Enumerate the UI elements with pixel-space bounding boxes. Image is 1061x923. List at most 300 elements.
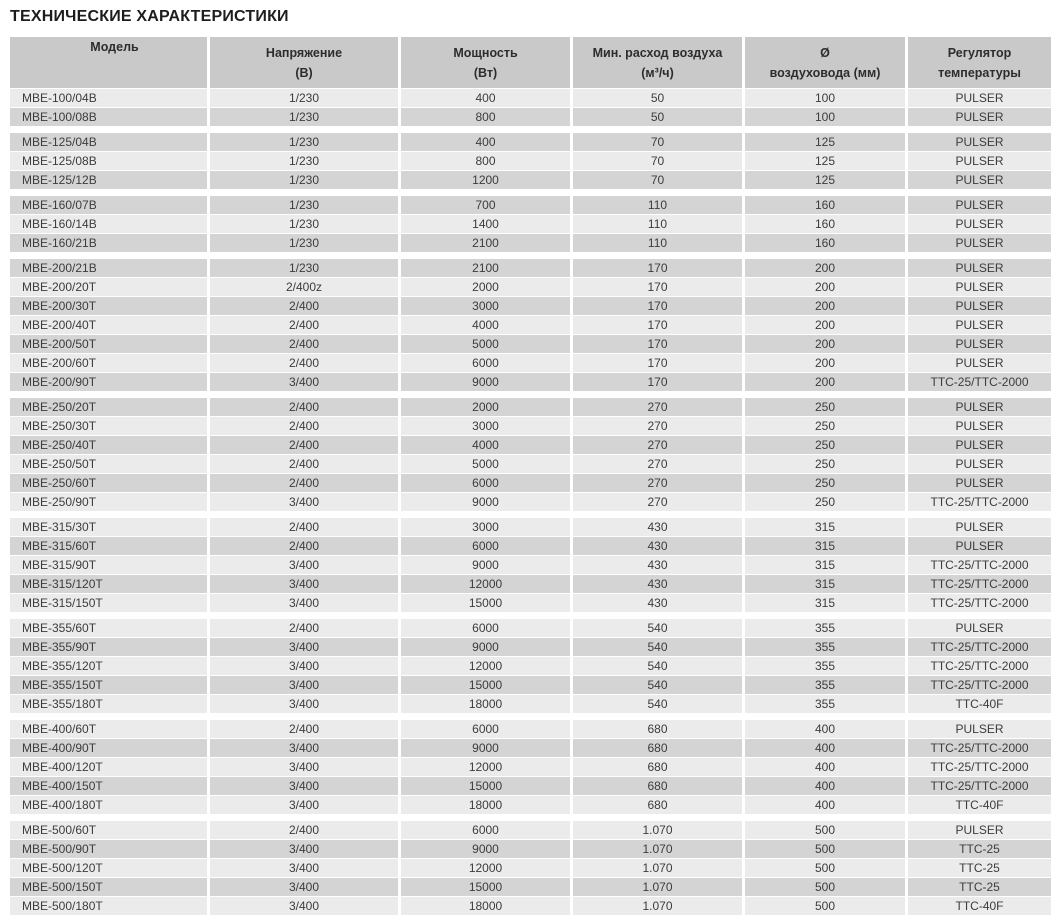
table-row xyxy=(10,556,1051,574)
cell-voltage: 1/230 xyxy=(210,215,398,233)
cell-min_airflow: 70 xyxy=(573,171,742,189)
cell-power: 6000 xyxy=(401,619,570,637)
header-temp-regulator-line2: температуры xyxy=(938,65,1021,80)
cell-duct_diameter: 400 xyxy=(745,777,905,795)
cell-power: 15000 xyxy=(401,777,570,795)
cell-duct_diameter: 125 xyxy=(745,133,905,151)
cell-model: MBE-160/14B xyxy=(10,215,207,233)
cell-temp_regulator: TTC-25/TTC-2000 xyxy=(908,777,1051,795)
cell-power: 2000 xyxy=(401,398,570,416)
table-row xyxy=(10,777,1051,795)
cell-power: 12000 xyxy=(401,657,570,675)
cell-temp_regulator: PULSER xyxy=(908,354,1051,372)
header-model-line1: Модель xyxy=(90,40,139,54)
cell-voltage: 2/400 xyxy=(210,619,398,637)
table-row xyxy=(10,171,1051,189)
spec-table xyxy=(10,37,1051,915)
cell-model: MBE-400/90T xyxy=(10,739,207,757)
cell-power: 4000 xyxy=(401,316,570,334)
cell-power: 9000 xyxy=(401,556,570,574)
cell-duct_diameter: 355 xyxy=(745,619,905,637)
cell-duct_diameter: 355 xyxy=(745,638,905,656)
cell-model: MBE-500/120T xyxy=(10,859,207,877)
cell-model: MBE-125/08B xyxy=(10,152,207,170)
cell-duct_diameter: 500 xyxy=(745,821,905,839)
table-row xyxy=(10,474,1051,492)
cell-min_airflow: 270 xyxy=(573,493,742,511)
cell-power: 800 xyxy=(401,152,570,170)
header-power xyxy=(401,37,570,88)
cell-power: 15000 xyxy=(401,594,570,612)
cell-temp_regulator: TTC-25/TTC-2000 xyxy=(908,493,1051,511)
cell-temp_regulator: PULSER xyxy=(908,455,1051,473)
cell-min_airflow: 110 xyxy=(573,196,742,214)
cell-temp_regulator: PULSER xyxy=(908,215,1051,233)
cell-power: 12000 xyxy=(401,758,570,776)
cell-duct_diameter: 400 xyxy=(745,796,905,814)
cell-model: MBE-400/120T xyxy=(10,758,207,776)
row-group xyxy=(10,133,1051,189)
cell-min_airflow: 430 xyxy=(573,537,742,555)
cell-model: MBE-500/150T xyxy=(10,878,207,896)
cell-duct_diameter: 500 xyxy=(745,897,905,915)
cell-duct_diameter: 355 xyxy=(745,657,905,675)
cell-voltage: 3/400 xyxy=(210,676,398,694)
cell-duct_diameter: 250 xyxy=(745,455,905,473)
table-row xyxy=(10,297,1051,315)
cell-voltage: 3/400 xyxy=(210,878,398,896)
row-group xyxy=(10,89,1051,126)
cell-model: MBE-315/60T xyxy=(10,537,207,555)
cell-duct_diameter: 315 xyxy=(745,556,905,574)
cell-temp_regulator: PULSER xyxy=(908,171,1051,189)
cell-min_airflow: 1.070 xyxy=(573,897,742,915)
cell-temp_regulator: TTC-25/TTC-2000 xyxy=(908,657,1051,675)
table-row xyxy=(10,638,1051,656)
cell-duct_diameter: 355 xyxy=(745,676,905,694)
cell-model: MBE-200/40T xyxy=(10,316,207,334)
cell-voltage: 2/400 xyxy=(210,417,398,435)
cell-power: 1400 xyxy=(401,215,570,233)
cell-voltage: 3/400 xyxy=(210,840,398,858)
cell-model: MBE-160/21B xyxy=(10,234,207,252)
cell-voltage: 1/230 xyxy=(210,171,398,189)
cell-power: 12000 xyxy=(401,859,570,877)
cell-voltage: 3/400 xyxy=(210,373,398,391)
cell-temp_regulator: PULSER xyxy=(908,537,1051,555)
cell-power: 3000 xyxy=(401,297,570,315)
cell-model: MBE-200/50T xyxy=(10,335,207,353)
cell-voltage: 2/400 xyxy=(210,455,398,473)
cell-temp_regulator: PULSER xyxy=(908,196,1051,214)
cell-temp_regulator: TTC-40F xyxy=(908,796,1051,814)
cell-power: 9000 xyxy=(401,373,570,391)
table-row xyxy=(10,278,1051,296)
cell-voltage: 3/400 xyxy=(210,638,398,656)
cell-model: MBE-100/08B xyxy=(10,108,207,126)
cell-duct_diameter: 200 xyxy=(745,297,905,315)
cell-min_airflow: 270 xyxy=(573,417,742,435)
cell-min_airflow: 680 xyxy=(573,720,742,738)
cell-min_airflow: 540 xyxy=(573,657,742,675)
cell-power: 6000 xyxy=(401,821,570,839)
cell-min_airflow: 110 xyxy=(573,234,742,252)
cell-model: MBE-400/150T xyxy=(10,777,207,795)
table-row xyxy=(10,234,1051,252)
cell-model: MBE-500/90T xyxy=(10,840,207,858)
cell-duct_diameter: 200 xyxy=(745,259,905,277)
cell-temp_regulator: PULSER xyxy=(908,259,1051,277)
cell-voltage: 2/400 xyxy=(210,297,398,315)
cell-min_airflow: 170 xyxy=(573,354,742,372)
cell-duct_diameter: 500 xyxy=(745,878,905,896)
cell-min_airflow: 680 xyxy=(573,739,742,757)
header-voltage-line1: Напряжение xyxy=(265,45,343,60)
table-row xyxy=(10,196,1051,214)
row-group xyxy=(10,720,1051,814)
cell-duct_diameter: 315 xyxy=(745,537,905,555)
cell-voltage: 1/230 xyxy=(210,108,398,126)
cell-power: 15000 xyxy=(401,676,570,694)
cell-model: MBE-250/50T xyxy=(10,455,207,473)
row-group xyxy=(10,398,1051,511)
cell-model: MBE-315/90T xyxy=(10,556,207,574)
cell-model: MBE-315/120T xyxy=(10,575,207,593)
cell-voltage: 1/230 xyxy=(210,234,398,252)
cell-power: 9000 xyxy=(401,493,570,511)
cell-temp_regulator: PULSER xyxy=(908,108,1051,126)
cell-temp_regulator: TTC-25/TTC-2000 xyxy=(908,739,1051,757)
cell-duct_diameter: 315 xyxy=(745,594,905,612)
cell-voltage: 3/400 xyxy=(210,777,398,795)
cell-temp_regulator: PULSER xyxy=(908,335,1051,353)
cell-duct_diameter: 500 xyxy=(745,840,905,858)
table-header-row xyxy=(10,37,1051,88)
cell-min_airflow: 1.070 xyxy=(573,859,742,877)
cell-temp_regulator: TTC-25/TTC-2000 xyxy=(908,373,1051,391)
cell-voltage: 3/400 xyxy=(210,556,398,574)
cell-min_airflow: 540 xyxy=(573,676,742,694)
cell-min_airflow: 170 xyxy=(573,373,742,391)
cell-power: 2000 xyxy=(401,278,570,296)
cell-power: 400 xyxy=(401,89,570,107)
cell-model: MBE-200/30T xyxy=(10,297,207,315)
cell-temp_regulator: TTC-25 xyxy=(908,859,1051,877)
cell-duct_diameter: 400 xyxy=(745,739,905,757)
cell-duct_diameter: 160 xyxy=(745,196,905,214)
cell-power: 6000 xyxy=(401,537,570,555)
table-row xyxy=(10,518,1051,536)
table-row xyxy=(10,354,1051,372)
cell-voltage: 3/400 xyxy=(210,594,398,612)
table-row xyxy=(10,89,1051,107)
cell-voltage: 2/400 xyxy=(210,335,398,353)
cell-voltage: 2/400 xyxy=(210,398,398,416)
cell-temp_regulator: PULSER xyxy=(908,133,1051,151)
cell-power: 18000 xyxy=(401,897,570,915)
cell-voltage: 1/230 xyxy=(210,89,398,107)
table-row xyxy=(10,373,1051,391)
cell-min_airflow: 170 xyxy=(573,335,742,353)
cell-model: MBE-125/12B xyxy=(10,171,207,189)
cell-model: MBE-200/20T xyxy=(10,278,207,296)
table-row xyxy=(10,436,1051,454)
cell-duct_diameter: 200 xyxy=(745,335,905,353)
cell-power: 1200 xyxy=(401,171,570,189)
cell-voltage: 3/400 xyxy=(210,796,398,814)
table-row xyxy=(10,619,1051,637)
cell-model: MBE-500/180T xyxy=(10,897,207,915)
cell-model: MBE-160/07B xyxy=(10,196,207,214)
cell-min_airflow: 540 xyxy=(573,638,742,656)
cell-power: 4000 xyxy=(401,436,570,454)
cell-temp_regulator: PULSER xyxy=(908,821,1051,839)
cell-power: 5000 xyxy=(401,455,570,473)
cell-temp_regulator: TTC-25/TTC-2000 xyxy=(908,638,1051,656)
cell-model: MBE-400/60T xyxy=(10,720,207,738)
cell-power: 2100 xyxy=(401,234,570,252)
cell-temp_regulator: PULSER xyxy=(908,278,1051,296)
cell-temp_regulator: TTC-25/TTC-2000 xyxy=(908,676,1051,694)
cell-duct_diameter: 500 xyxy=(745,859,905,877)
cell-model: MBE-355/120T xyxy=(10,657,207,675)
cell-duct_diameter: 200 xyxy=(745,373,905,391)
table-row xyxy=(10,897,1051,915)
cell-temp_regulator: TTC-40F xyxy=(908,695,1051,713)
header-temp-regulator-line1: Регулятор xyxy=(947,45,1012,60)
cell-min_airflow: 50 xyxy=(573,108,742,126)
cell-voltage: 3/400 xyxy=(210,493,398,511)
cell-duct_diameter: 250 xyxy=(745,474,905,492)
header-voltage-line2: (В) xyxy=(295,65,313,80)
cell-power: 6000 xyxy=(401,474,570,492)
cell-temp_regulator: PULSER xyxy=(908,474,1051,492)
cell-temp_regulator: PULSER xyxy=(908,417,1051,435)
row-group xyxy=(10,196,1051,252)
cell-duct_diameter: 250 xyxy=(745,436,905,454)
cell-model: MBE-355/150T xyxy=(10,676,207,694)
cell-duct_diameter: 160 xyxy=(745,234,905,252)
row-group xyxy=(10,821,1051,915)
cell-temp_regulator: PULSER xyxy=(908,152,1051,170)
cell-temp_regulator: PULSER xyxy=(908,436,1051,454)
cell-model: MBE-355/180T xyxy=(10,695,207,713)
cell-voltage: 3/400 xyxy=(210,575,398,593)
cell-model: MBE-250/60T xyxy=(10,474,207,492)
table-row xyxy=(10,335,1051,353)
cell-model: MBE-200/60T xyxy=(10,354,207,372)
cell-duct_diameter: 200 xyxy=(745,316,905,334)
cell-temp_regulator: PULSER xyxy=(908,398,1051,416)
cell-temp_regulator: TTC-25 xyxy=(908,840,1051,858)
cell-model: MBE-400/180T xyxy=(10,796,207,814)
table-row xyxy=(10,720,1051,738)
table-row xyxy=(10,859,1051,877)
table-row xyxy=(10,821,1051,839)
cell-duct_diameter: 400 xyxy=(745,758,905,776)
cell-model: MBE-200/90T xyxy=(10,373,207,391)
cell-power: 400 xyxy=(401,133,570,151)
cell-duct_diameter: 250 xyxy=(745,493,905,511)
header-duct-diameter xyxy=(745,37,905,88)
cell-power: 6000 xyxy=(401,720,570,738)
cell-model: MBE-315/150T xyxy=(10,594,207,612)
cell-power: 9000 xyxy=(401,840,570,858)
cell-min_airflow: 430 xyxy=(573,594,742,612)
table-row xyxy=(10,695,1051,713)
cell-min_airflow: 270 xyxy=(573,455,742,473)
cell-min_airflow: 680 xyxy=(573,758,742,776)
cell-voltage: 2/400 xyxy=(210,474,398,492)
cell-voltage: 1/230 xyxy=(210,152,398,170)
cell-min_airflow: 170 xyxy=(573,278,742,296)
row-group xyxy=(10,259,1051,391)
cell-power: 9000 xyxy=(401,638,570,656)
cell-voltage: 1/230 xyxy=(210,259,398,277)
cell-model: MBE-100/04B xyxy=(10,89,207,107)
cell-temp_regulator: PULSER xyxy=(908,518,1051,536)
table-row xyxy=(10,657,1051,675)
cell-power: 700 xyxy=(401,196,570,214)
header-min-airflow-line2: (м³/ч) xyxy=(641,65,674,80)
cell-power: 12000 xyxy=(401,575,570,593)
header-min-airflow xyxy=(573,37,742,88)
table-row xyxy=(10,840,1051,858)
cell-voltage: 1/230 xyxy=(210,196,398,214)
cell-temp_regulator: PULSER xyxy=(908,720,1051,738)
cell-voltage: 1/230 xyxy=(210,133,398,151)
table-row xyxy=(10,758,1051,776)
cell-duct_diameter: 160 xyxy=(745,215,905,233)
cell-model: MBE-250/30T xyxy=(10,417,207,435)
cell-power: 3000 xyxy=(401,417,570,435)
cell-temp_regulator: TTC-40F xyxy=(908,897,1051,915)
table-row xyxy=(10,259,1051,277)
header-temp-regulator xyxy=(908,37,1051,88)
table-row xyxy=(10,493,1051,511)
cell-model: MBE-355/90T xyxy=(10,638,207,656)
header-model xyxy=(10,37,207,88)
cell-duct_diameter: 125 xyxy=(745,152,905,170)
cell-duct_diameter: 400 xyxy=(745,720,905,738)
table-row xyxy=(10,739,1051,757)
cell-min_airflow: 1.070 xyxy=(573,821,742,839)
table-row xyxy=(10,133,1051,151)
cell-voltage: 3/400 xyxy=(210,695,398,713)
table-row xyxy=(10,796,1051,814)
cell-duct_diameter: 250 xyxy=(745,417,905,435)
cell-temp_regulator: PULSER xyxy=(908,234,1051,252)
cell-duct_diameter: 250 xyxy=(745,398,905,416)
cell-min_airflow: 680 xyxy=(573,796,742,814)
table-row xyxy=(10,878,1051,896)
table-row xyxy=(10,594,1051,612)
cell-min_airflow: 70 xyxy=(573,152,742,170)
header-power-line1: Мощность xyxy=(453,45,518,60)
cell-power: 18000 xyxy=(401,695,570,713)
cell-temp_regulator: TTC-25/TTC-2000 xyxy=(908,758,1051,776)
header-duct-diameter-line2: воздуховода (мм) xyxy=(769,65,881,80)
page-title: ТЕХНИЧЕСКИЕ ХАРАКТЕРИСТИКИ xyxy=(10,8,289,25)
table-body xyxy=(10,89,1051,915)
cell-min_airflow: 430 xyxy=(573,556,742,574)
cell-min_airflow: 270 xyxy=(573,436,742,454)
cell-min_airflow: 270 xyxy=(573,398,742,416)
cell-model: MBE-200/21B xyxy=(10,259,207,277)
cell-min_airflow: 110 xyxy=(573,215,742,233)
cell-duct_diameter: 125 xyxy=(745,171,905,189)
cell-temp_regulator: PULSER xyxy=(908,89,1051,107)
cell-power: 18000 xyxy=(401,796,570,814)
cell-model: MBE-500/60T xyxy=(10,821,207,839)
cell-voltage: 3/400 xyxy=(210,657,398,675)
cell-model: MBE-355/60T xyxy=(10,619,207,637)
cell-min_airflow: 70 xyxy=(573,133,742,151)
cell-voltage: 2/400 xyxy=(210,354,398,372)
cell-min_airflow: 50 xyxy=(573,89,742,107)
table-row xyxy=(10,398,1051,416)
cell-model: MBE-125/04B xyxy=(10,133,207,151)
row-group xyxy=(10,619,1051,713)
cell-duct_diameter: 315 xyxy=(745,575,905,593)
cell-min_airflow: 1.070 xyxy=(573,840,742,858)
table-row xyxy=(10,455,1051,473)
cell-temp_regulator: TTC-25/TTC-2000 xyxy=(908,575,1051,593)
cell-power: 5000 xyxy=(401,335,570,353)
cell-duct_diameter: 200 xyxy=(745,354,905,372)
cell-voltage: 3/400 xyxy=(210,897,398,915)
cell-voltage: 2/400 xyxy=(210,821,398,839)
cell-model: MBE-250/20T xyxy=(10,398,207,416)
cell-duct_diameter: 100 xyxy=(745,89,905,107)
cell-min_airflow: 430 xyxy=(573,518,742,536)
header-voltage xyxy=(210,37,398,88)
cell-min_airflow: 170 xyxy=(573,259,742,277)
cell-model: MBE-250/90T xyxy=(10,493,207,511)
cell-voltage: 2/400z xyxy=(210,278,398,296)
cell-min_airflow: 430 xyxy=(573,575,742,593)
cell-temp_regulator: TTC-25/TTC-2000 xyxy=(908,556,1051,574)
cell-temp_regulator: PULSER xyxy=(908,619,1051,637)
cell-voltage: 2/400 xyxy=(210,316,398,334)
cell-voltage: 2/400 xyxy=(210,537,398,555)
cell-voltage: 2/400 xyxy=(210,436,398,454)
cell-min_airflow: 170 xyxy=(573,316,742,334)
cell-min_airflow: 540 xyxy=(573,619,742,637)
cell-min_airflow: 540 xyxy=(573,695,742,713)
table-row xyxy=(10,575,1051,593)
cell-min_airflow: 680 xyxy=(573,777,742,795)
cell-duct_diameter: 355 xyxy=(745,695,905,713)
cell-duct_diameter: 100 xyxy=(745,108,905,126)
cell-power: 9000 xyxy=(401,739,570,757)
table-row xyxy=(10,676,1051,694)
cell-temp_regulator: TTC-25/TTC-2000 xyxy=(908,594,1051,612)
table-row xyxy=(10,215,1051,233)
table-row xyxy=(10,537,1051,555)
cell-temp_regulator: TTC-25 xyxy=(908,878,1051,896)
header-min-airflow-line1: Мин. расход воздуха xyxy=(592,45,723,60)
cell-voltage: 2/400 xyxy=(210,720,398,738)
cell-power: 2100 xyxy=(401,259,570,277)
cell-temp_regulator: PULSER xyxy=(908,297,1051,315)
table-row xyxy=(10,108,1051,126)
row-group xyxy=(10,518,1051,612)
cell-model: MBE-315/30T xyxy=(10,518,207,536)
cell-power: 15000 xyxy=(401,878,570,896)
cell-temp_regulator: PULSER xyxy=(908,316,1051,334)
table-row xyxy=(10,316,1051,334)
